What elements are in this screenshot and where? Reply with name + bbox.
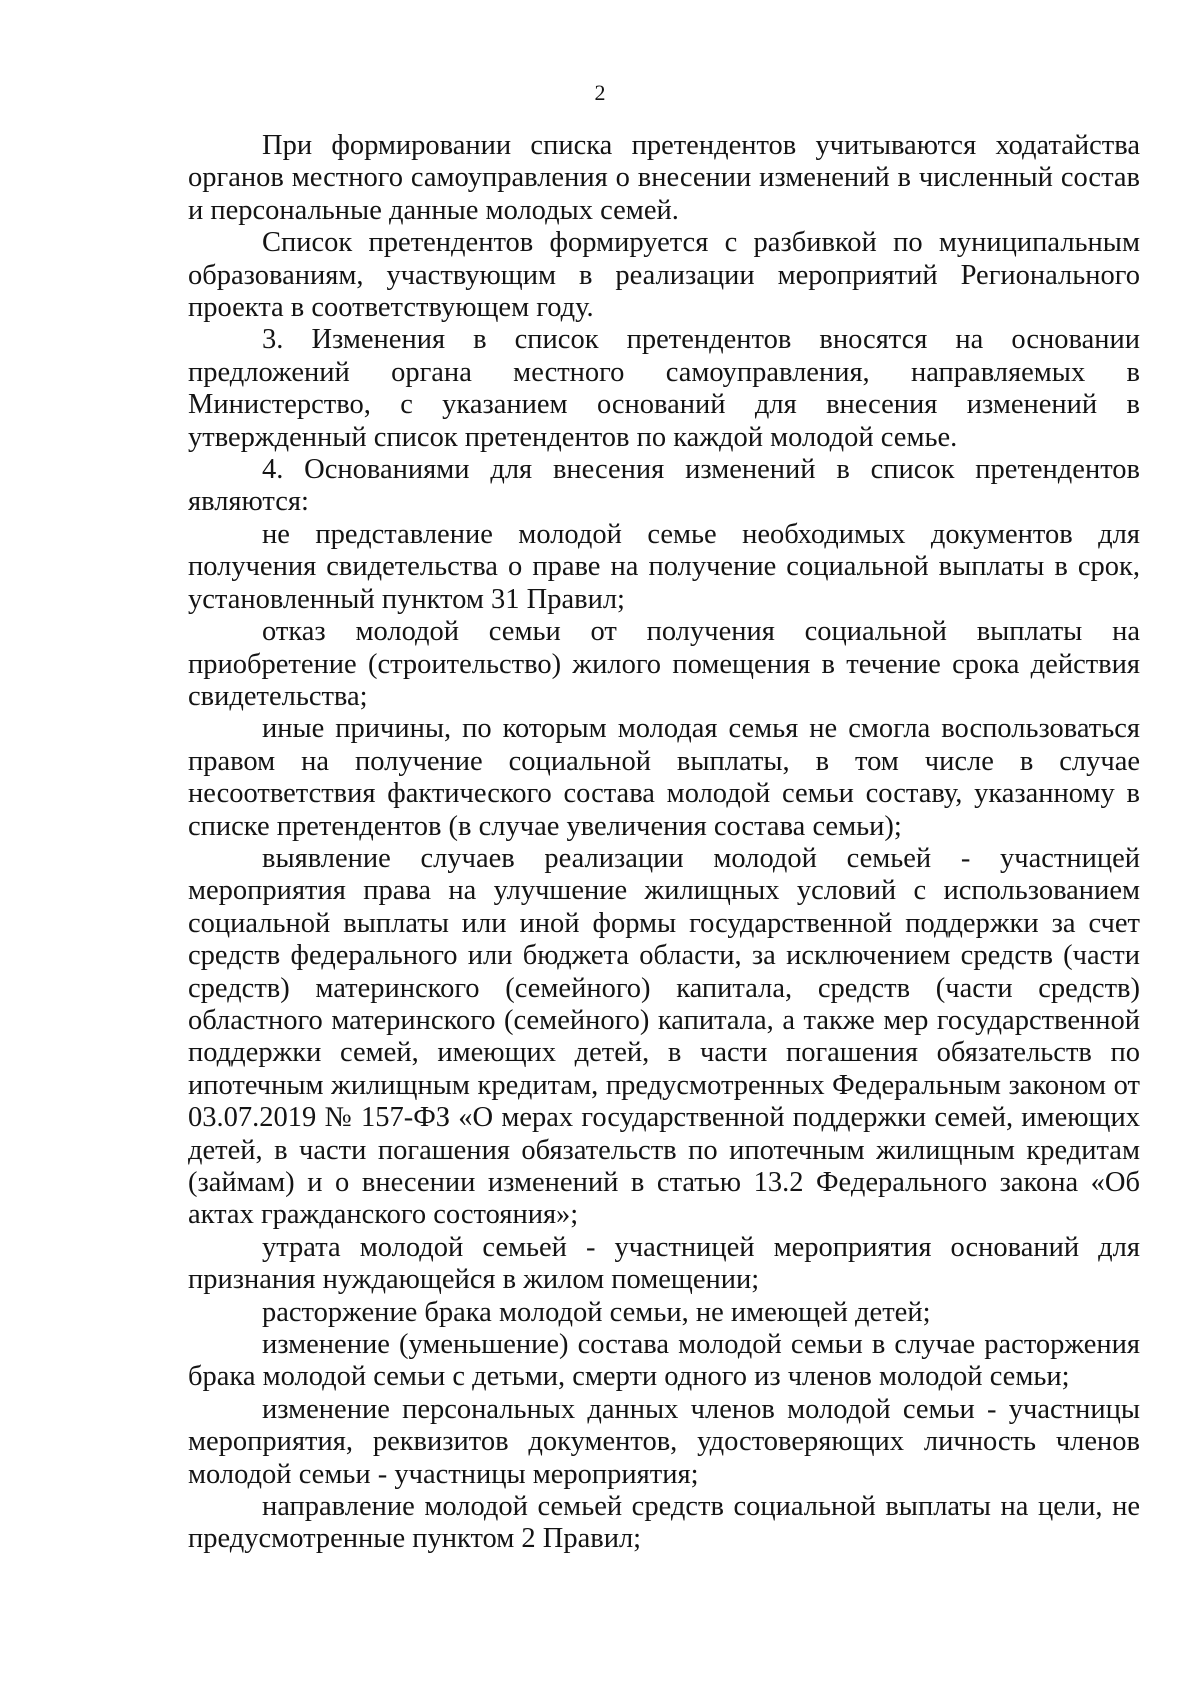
paragraph: 3. Изменения в список претендентов вносятся на основании предложений органа местного самоуправления, направляемых в Министерство, с указанием оснований для внесения изменений в утвержденный список претендентов по каждой молодой семье. [188,324,1140,453]
paragraph: направление молодой семьей средств социальной выплаты на цели, не предусмотренные пунктом 2 Правил; [188,1491,1140,1555]
paragraph: При формировании списка претендентов учитываются ходатайства органов местного самоуправления о внесении изменений в численный состав и персональные данные молодых семей. [188,130,1140,226]
paragraph: утрата молодой семьей - участницей мероприятия оснований для признания нуждающейся в жилом помещении; [188,1231,1140,1296]
paragraph: расторжение брака молодой семьи, не имеющей детей; [262,1296,931,1328]
paragraph: 4. Основаниями для внесения изменений в список претендентов являются: [188,454,1140,518]
paragraph: выявление случаев реализации молодой семьей - участницей мероприятия права на улучшение жилищных условий с использованием социальной выплаты или иной формы государственной поддержки за счет средств федерального или бюджета области, за исключением средств (части средств) материнского (семейного) капитала, средств (части средств) областного материнского (семейного) капитала, а также мер государственной поддержки семей, имеющих детей, в части погашения обязательств по ипотечным жилищным кредитам, предусмотренных Федеральным законом от 03.07.2019 № 157-ФЗ «О мерах государственной поддержки семей, имеющих детей, в части погашения обязательств по ипотечным жилищным кредитам (займам) и о внесении изменений в статью 13.2 Федерального закона «Об актах гражданского состояния»; [188,842,1140,1231]
paragraph: не представление молодой семье необходимых документов для получения свидетельства о праве на получение социальной выплаты в срок, установленный пунктом 31 Правил; [188,518,1140,615]
paragraph: изменение персональных данных членов молодой семьи - участницы мероприятия, реквизитов документов, удостоверяющих личность членов молодой семьи - участницы мероприятия; [188,1393,1140,1490]
paragraph: изменение (уменьшение) состава молодой семьи в случае расторжения брака молодой семьи с детьми, смерти одного из членов молодой семьи; [188,1329,1140,1393]
paragraph: иные причины, по которым молодая семья не смогла воспользоваться правом на получение социальной выплаты, в том числе в случае несоответствия фактического состава молодой семьи составу, указанному в списке претендентов (в случае увеличения состава семьи); [188,713,1140,842]
page-number: 2 [594,80,606,105]
document-body [188,130,1140,1556]
paragraph: Список претендентов формируется с разбивкой по муниципальным образованиям, участвующим в реализации мероприятий Регионального проекта в соответствующем году. [188,227,1140,324]
paragraph: отказ молодой семьи от получения социальной выплаты на приобретение (строительство) жилого помещения в течение срока действия свидетельства; [188,616,1140,712]
